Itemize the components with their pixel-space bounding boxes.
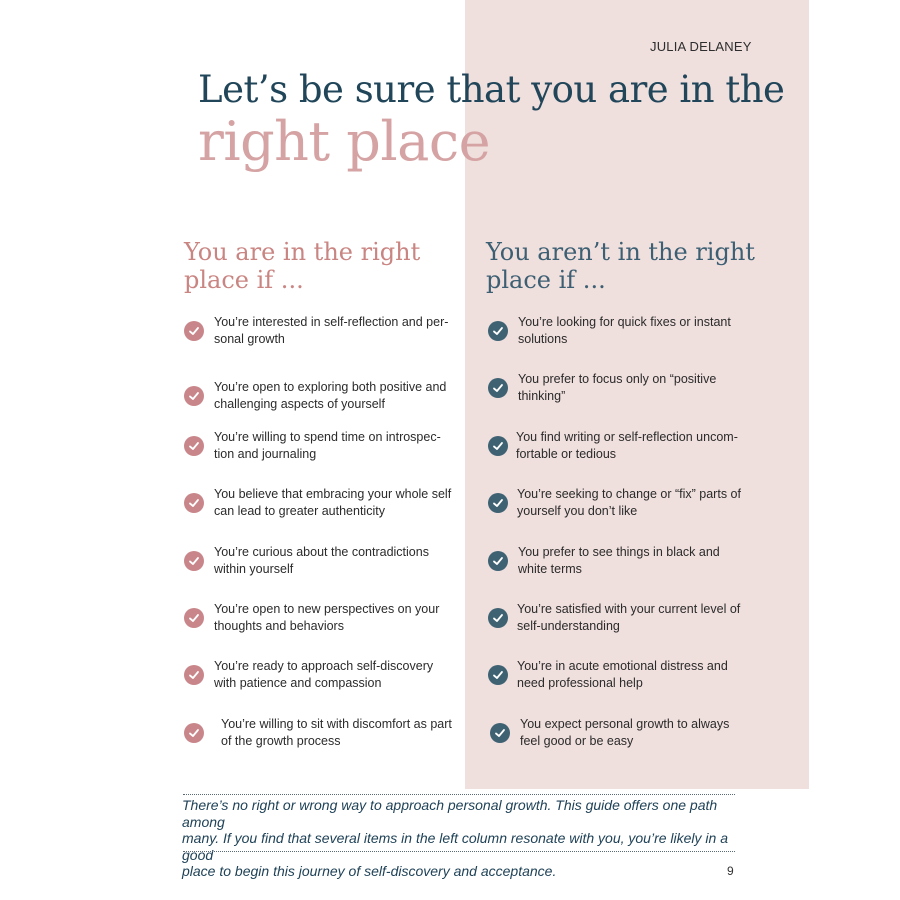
list-item-text: You’re open to new perspectives on your thoughts and behaviors — [214, 602, 440, 633]
right-list-item — [490, 716, 760, 749]
divider-bottom — [183, 851, 735, 852]
check-circle-icon — [488, 551, 508, 571]
check-circle-icon — [184, 723, 204, 743]
list-item-text: You’re willing to sit with discomfort as part of the growth process — [221, 717, 452, 748]
footer-note: There’s no right or wrong way to approach personal growth. This guide offers one path among many. If you find that several items in the left column resonate with you, you’re likely in a good place to begin this journey of self-discovery and acceptance. — [182, 797, 728, 879]
left-list-item — [184, 601, 454, 634]
list-item-text: You’re interested in self-reflection and per- sonal growth — [214, 315, 449, 346]
check-circle-icon — [184, 608, 204, 628]
check-circle-icon — [184, 321, 204, 341]
right-list-item — [488, 486, 758, 519]
list-item-text: You’re seeking to change or “fix” parts of yourself you don’t like — [517, 487, 741, 518]
check-circle-icon — [490, 723, 510, 743]
list-item-text: You’re looking for quick fixes or instant solutions — [518, 315, 731, 346]
check-circle-icon — [488, 608, 508, 628]
right-heading-line-2: place if ... — [486, 266, 606, 294]
left-heading-line-1: You are in the right — [184, 238, 421, 266]
left-list-item — [184, 658, 454, 691]
check-circle-icon — [488, 378, 508, 398]
right-list-item — [488, 544, 758, 577]
page-title-line-1: Let’s be sure that you are in the — [198, 68, 785, 111]
check-circle-icon — [488, 665, 508, 685]
right-list-item — [488, 601, 758, 634]
list-item-text: You find writing or self-reflection uncom- fortable or tedious — [516, 430, 738, 461]
left-heading-line-2: place if ... — [184, 266, 304, 294]
author-name: JULIA DELANEY — [650, 39, 752, 54]
list-item-text: You’re open to exploring both positive and challenging aspects of yourself — [214, 380, 447, 411]
divider-top — [183, 794, 735, 795]
list-item-text: You’re willing to spend time on introspec- tion and journaling — [214, 430, 441, 461]
right-list-item — [488, 429, 758, 462]
check-circle-icon — [184, 493, 204, 513]
check-circle-icon — [488, 436, 508, 456]
page-title-line-2: right place — [198, 110, 491, 173]
list-item-text: You expect personal growth to always feel good or be easy — [520, 717, 730, 748]
left-list-item — [184, 544, 454, 577]
left-column-heading — [184, 238, 464, 294]
list-item-text: You’re curious about the contradictions within yourself — [214, 545, 429, 576]
left-list-item — [184, 716, 454, 749]
check-circle-icon — [184, 665, 204, 685]
check-circle-icon — [488, 321, 508, 341]
check-circle-icon — [184, 551, 204, 571]
right-list-item — [488, 371, 758, 404]
right-heading-line-1: You aren’t in the right — [486, 238, 755, 266]
right-column-heading — [486, 238, 766, 294]
left-list-item — [184, 429, 454, 462]
page-number: 9 — [727, 864, 734, 878]
check-circle-icon — [184, 386, 204, 406]
list-item-text: You’re satisfied with your current level of self-understanding — [517, 602, 741, 633]
list-item-text: You believe that embracing your whole self can lead to greater authenticity — [214, 487, 452, 518]
left-list-item — [184, 486, 454, 519]
list-item-text: You’re in acute emotional distress and need professional help — [517, 659, 728, 690]
left-list-item — [184, 379, 454, 412]
list-item-text: You’re ready to approach self-discovery with patience and compassion — [214, 659, 434, 690]
right-list-item — [488, 314, 758, 347]
check-circle-icon — [488, 493, 508, 513]
list-item-text: You prefer to see things in black and white terms — [518, 545, 720, 576]
check-circle-icon — [184, 436, 204, 456]
left-list-item — [184, 314, 454, 347]
list-item-text: You prefer to focus only on “positive thinking” — [518, 372, 717, 403]
right-list-item — [488, 658, 758, 691]
